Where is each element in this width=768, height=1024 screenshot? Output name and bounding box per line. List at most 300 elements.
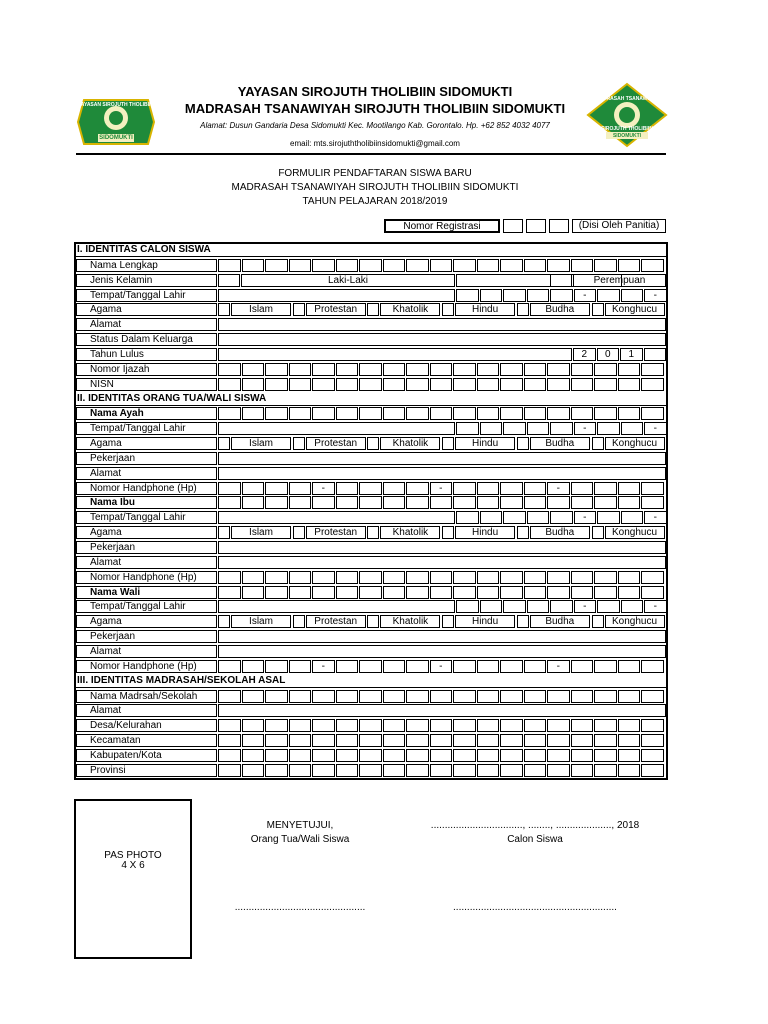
father-name-box[interactable] <box>453 407 476 420</box>
name-letter-box[interactable] <box>312 259 335 272</box>
mother-phone-box[interactable] <box>524 571 547 584</box>
mother-phone-box[interactable] <box>218 571 241 584</box>
father-name-box[interactable] <box>594 407 617 420</box>
mother-name-box[interactable] <box>312 496 335 509</box>
village-box[interactable] <box>336 719 359 732</box>
mother-name-box[interactable] <box>242 496 265 509</box>
certificate-number-box[interactable] <box>477 363 500 376</box>
school-name-box[interactable] <box>289 690 312 703</box>
phone-digit-box[interactable] <box>477 660 500 673</box>
religion-checkbox-hindu[interactable] <box>442 437 454 450</box>
mother-phone-box[interactable] <box>571 571 594 584</box>
village-box[interactable] <box>430 719 453 732</box>
nisn-box[interactable] <box>359 378 382 391</box>
birthdate-box[interactable] <box>456 511 479 524</box>
school-name-box[interactable] <box>618 690 641 703</box>
province-box[interactable] <box>500 764 523 777</box>
nisn-box[interactable] <box>289 378 312 391</box>
parent-signature-line[interactable]: ............................................... <box>234 902 366 913</box>
birthdate-box[interactable] <box>597 422 620 435</box>
phone-digit-box[interactable] <box>406 660 429 673</box>
phone-digit-box[interactable] <box>359 482 382 495</box>
district-box[interactable] <box>359 734 382 747</box>
certificate-number-box[interactable] <box>571 363 594 376</box>
phone-digit-box[interactable] <box>242 660 265 673</box>
district-box[interactable] <box>477 734 500 747</box>
birthdate-box[interactable] <box>621 422 644 435</box>
nisn-box[interactable] <box>500 378 523 391</box>
guardian-name-box[interactable] <box>359 586 382 599</box>
nisn-box[interactable] <box>336 378 359 391</box>
mother-name-box[interactable] <box>289 496 312 509</box>
phone-digit-box[interactable] <box>265 482 288 495</box>
village-box[interactable] <box>524 719 547 732</box>
mother-phone-box[interactable] <box>336 571 359 584</box>
birthdate-box[interactable] <box>550 600 573 613</box>
birthdate-box[interactable] <box>456 422 479 435</box>
province-box[interactable] <box>265 764 288 777</box>
birthdate-box[interactable]: - <box>574 289 597 302</box>
mother-phone-box[interactable] <box>500 571 523 584</box>
mother-phone-box[interactable] <box>547 571 570 584</box>
province-box[interactable] <box>594 764 617 777</box>
school-name-box[interactable] <box>218 690 241 703</box>
certificate-number-box[interactable] <box>336 363 359 376</box>
village-box[interactable] <box>289 719 312 732</box>
district-box[interactable] <box>430 734 453 747</box>
mother-address-field[interactable] <box>218 556 666 569</box>
name-letter-box[interactable] <box>524 259 547 272</box>
birthdate-box[interactable]: - <box>644 600 667 613</box>
mother-phone-box[interactable] <box>359 571 382 584</box>
birthdate-box[interactable] <box>456 600 479 613</box>
province-box[interactable] <box>383 764 406 777</box>
phone-digit-box[interactable] <box>571 482 594 495</box>
guardian-name-box[interactable] <box>547 586 570 599</box>
religion-checkbox-islam[interactable] <box>218 615 230 628</box>
mother-name-box[interactable] <box>477 496 500 509</box>
nisn-box[interactable] <box>406 378 429 391</box>
phone-digit-box[interactable] <box>383 482 406 495</box>
father-name-box[interactable] <box>383 407 406 420</box>
nisn-box[interactable] <box>453 378 476 391</box>
religion-checkbox-hindu[interactable] <box>442 303 454 316</box>
mother-job-field[interactable] <box>218 541 666 554</box>
birthdate-box[interactable] <box>527 289 550 302</box>
religion-checkbox-budha[interactable] <box>517 437 529 450</box>
nisn-box[interactable] <box>524 378 547 391</box>
district-box[interactable] <box>242 734 265 747</box>
province-box[interactable] <box>477 764 500 777</box>
name-letter-box[interactable] <box>383 259 406 272</box>
birthdate-box[interactable] <box>550 422 573 435</box>
father-name-box[interactable] <box>547 407 570 420</box>
guardian-name-box[interactable] <box>312 586 335 599</box>
mother-phone-box[interactable] <box>453 571 476 584</box>
guardian-name-box[interactable] <box>336 586 359 599</box>
mother-name-box[interactable] <box>594 496 617 509</box>
mother-name-box[interactable] <box>547 496 570 509</box>
regency-box[interactable] <box>500 749 523 762</box>
birthdate-box[interactable] <box>621 289 644 302</box>
religion-checkbox-konghucu[interactable] <box>592 526 604 539</box>
religion-checkbox-katolik[interactable] <box>367 303 379 316</box>
mother-name-box[interactable] <box>430 496 453 509</box>
regency-box[interactable] <box>430 749 453 762</box>
mother-phone-box[interactable] <box>383 571 406 584</box>
regency-box[interactable] <box>289 749 312 762</box>
father-name-box[interactable] <box>524 407 547 420</box>
certificate-number-box[interactable] <box>641 363 664 376</box>
name-letter-box[interactable] <box>453 259 476 272</box>
registration-box[interactable] <box>549 219 569 233</box>
family-status-field[interactable] <box>218 333 666 346</box>
phone-digit-box[interactable] <box>500 660 523 673</box>
birthdate-box[interactable]: - <box>644 289 667 302</box>
mother-phone-box[interactable] <box>594 571 617 584</box>
mother-name-box[interactable] <box>218 496 241 509</box>
school-name-box[interactable] <box>242 690 265 703</box>
phone-digit-box[interactable] <box>406 482 429 495</box>
province-box[interactable] <box>571 764 594 777</box>
religion-checkbox-protestan[interactable] <box>293 526 305 539</box>
mother-name-box[interactable] <box>406 496 429 509</box>
village-box[interactable] <box>242 719 265 732</box>
phone-digit-box[interactable] <box>594 482 617 495</box>
guardian-name-box[interactable] <box>218 586 241 599</box>
regency-box[interactable] <box>312 749 335 762</box>
registration-box[interactable] <box>503 219 523 233</box>
gender-checkbox-female[interactable] <box>550 274 572 287</box>
district-box[interactable] <box>547 734 570 747</box>
birthdate-box[interactable] <box>480 289 503 302</box>
guardian-job-field[interactable] <box>218 630 666 643</box>
father-job-field[interactable] <box>218 452 666 465</box>
certificate-number-box[interactable] <box>594 363 617 376</box>
phone-digit-box[interactable] <box>218 660 241 673</box>
district-box[interactable] <box>218 734 241 747</box>
birthdate-box[interactable] <box>527 511 550 524</box>
school-name-box[interactable] <box>641 690 664 703</box>
province-box[interactable] <box>641 764 664 777</box>
province-box[interactable] <box>242 764 265 777</box>
mother-name-box[interactable] <box>336 496 359 509</box>
nisn-box[interactable] <box>594 378 617 391</box>
nisn-box[interactable] <box>312 378 335 391</box>
school-name-box[interactable] <box>336 690 359 703</box>
mother-phone-box[interactable] <box>242 571 265 584</box>
school-name-box[interactable] <box>524 690 547 703</box>
registration-box[interactable] <box>526 219 546 233</box>
village-box[interactable] <box>218 719 241 732</box>
nisn-box[interactable] <box>242 378 265 391</box>
nisn-box[interactable] <box>641 378 664 391</box>
school-name-box[interactable] <box>571 690 594 703</box>
district-box[interactable] <box>336 734 359 747</box>
birthdate-box[interactable] <box>597 600 620 613</box>
name-letter-box[interactable] <box>406 259 429 272</box>
certificate-number-box[interactable] <box>430 363 453 376</box>
province-box[interactable] <box>359 764 382 777</box>
regency-box[interactable] <box>641 749 664 762</box>
regency-box[interactable] <box>594 749 617 762</box>
regency-box[interactable] <box>218 749 241 762</box>
district-box[interactable] <box>289 734 312 747</box>
guardian-name-box[interactable] <box>406 586 429 599</box>
village-box[interactable] <box>571 719 594 732</box>
school-name-box[interactable] <box>430 690 453 703</box>
certificate-number-box[interactable] <box>265 363 288 376</box>
regency-box[interactable] <box>359 749 382 762</box>
regency-box[interactable] <box>336 749 359 762</box>
phone-digit-box[interactable] <box>289 660 312 673</box>
father-name-box[interactable] <box>312 407 335 420</box>
phone-digit-box[interactable] <box>336 660 359 673</box>
birthdate-box[interactable] <box>480 600 503 613</box>
district-box[interactable] <box>524 734 547 747</box>
phone-digit-box[interactable] <box>594 660 617 673</box>
phone-digit-box[interactable] <box>641 482 664 495</box>
father-name-box[interactable] <box>641 407 664 420</box>
village-box[interactable] <box>406 719 429 732</box>
guardian-name-box[interactable] <box>430 586 453 599</box>
father-name-box[interactable] <box>500 407 523 420</box>
province-box[interactable] <box>618 764 641 777</box>
district-box[interactable] <box>453 734 476 747</box>
graduation-year-box[interactable]: 2 <box>573 348 596 361</box>
religion-checkbox-budha[interactable] <box>517 615 529 628</box>
province-box[interactable] <box>289 764 312 777</box>
guardian-name-box[interactable] <box>641 586 664 599</box>
school-name-box[interactable] <box>477 690 500 703</box>
mother-name-box[interactable] <box>265 496 288 509</box>
name-letter-box[interactable] <box>641 259 664 272</box>
religion-checkbox-protestan[interactable] <box>293 303 305 316</box>
mother-phone-box[interactable] <box>618 571 641 584</box>
phone-digit-box[interactable]: - <box>430 660 453 673</box>
birthdate-box[interactable]: - <box>574 600 597 613</box>
guardian-name-box[interactable] <box>453 586 476 599</box>
name-letter-box[interactable] <box>477 259 500 272</box>
phone-digit-box[interactable] <box>641 660 664 673</box>
mother-phone-box[interactable] <box>477 571 500 584</box>
school-name-box[interactable] <box>594 690 617 703</box>
father-name-box[interactable] <box>406 407 429 420</box>
birthdate-box[interactable] <box>597 511 620 524</box>
mother-name-box[interactable] <box>453 496 476 509</box>
birthplace-field[interactable] <box>218 600 455 613</box>
mother-name-box[interactable] <box>571 496 594 509</box>
school-name-box[interactable] <box>359 690 382 703</box>
father-address-field[interactable] <box>218 467 666 480</box>
religion-checkbox-protestan[interactable] <box>293 437 305 450</box>
village-box[interactable] <box>265 719 288 732</box>
district-box[interactable] <box>594 734 617 747</box>
regency-box[interactable] <box>453 749 476 762</box>
nisn-box[interactable] <box>218 378 241 391</box>
birthdate-box[interactable] <box>527 600 550 613</box>
regency-box[interactable] <box>242 749 265 762</box>
phone-digit-box[interactable] <box>289 482 312 495</box>
mother-phone-box[interactable] <box>289 571 312 584</box>
province-box[interactable] <box>312 764 335 777</box>
name-letter-box[interactable] <box>547 259 570 272</box>
guardian-name-box[interactable] <box>265 586 288 599</box>
birthdate-box[interactable] <box>621 600 644 613</box>
school-name-box[interactable] <box>547 690 570 703</box>
nisn-box[interactable] <box>477 378 500 391</box>
name-letter-box[interactable] <box>289 259 312 272</box>
mother-name-box[interactable] <box>500 496 523 509</box>
mother-name-box[interactable] <box>383 496 406 509</box>
birthdate-box[interactable] <box>527 422 550 435</box>
religion-checkbox-islam[interactable] <box>218 303 230 316</box>
birthdate-box[interactable] <box>480 422 503 435</box>
birthdate-box[interactable] <box>503 511 526 524</box>
birthdate-box[interactable] <box>621 511 644 524</box>
village-box[interactable] <box>500 719 523 732</box>
birthplace-field[interactable] <box>218 511 455 524</box>
religion-checkbox-hindu[interactable] <box>442 615 454 628</box>
father-name-box[interactable] <box>289 407 312 420</box>
religion-checkbox-budha[interactable] <box>517 303 529 316</box>
birthdate-box[interactable]: - <box>574 422 597 435</box>
student-signature-line[interactable]: ........................................................... <box>453 902 617 913</box>
village-box[interactable] <box>453 719 476 732</box>
graduation-year-box[interactable]: 1 <box>620 348 643 361</box>
phone-digit-box[interactable] <box>524 660 547 673</box>
phone-digit-box[interactable] <box>524 482 547 495</box>
father-name-box[interactable] <box>218 407 241 420</box>
father-name-box[interactable] <box>336 407 359 420</box>
religion-checkbox-konghucu[interactable] <box>592 437 604 450</box>
father-name-box[interactable] <box>571 407 594 420</box>
village-box[interactable] <box>641 719 664 732</box>
district-box[interactable] <box>312 734 335 747</box>
guardian-name-box[interactable] <box>242 586 265 599</box>
province-box[interactable] <box>336 764 359 777</box>
religion-checkbox-budha[interactable] <box>517 526 529 539</box>
certificate-number-box[interactable] <box>524 363 547 376</box>
birthdate-box[interactable] <box>597 289 620 302</box>
regency-box[interactable] <box>265 749 288 762</box>
certificate-number-box[interactable] <box>547 363 570 376</box>
name-letter-box[interactable] <box>618 259 641 272</box>
religion-checkbox-katolik[interactable] <box>367 615 379 628</box>
guardian-name-box[interactable] <box>618 586 641 599</box>
mother-name-box[interactable] <box>524 496 547 509</box>
name-letter-box[interactable] <box>594 259 617 272</box>
certificate-number-box[interactable] <box>618 363 641 376</box>
phone-digit-box[interactable] <box>453 660 476 673</box>
village-box[interactable] <box>618 719 641 732</box>
village-box[interactable] <box>383 719 406 732</box>
graduation-year-box[interactable]: 0 <box>597 348 620 361</box>
mother-phone-box[interactable] <box>641 571 664 584</box>
religion-checkbox-konghucu[interactable] <box>592 303 604 316</box>
village-box[interactable] <box>594 719 617 732</box>
guardian-address-field[interactable] <box>218 645 666 658</box>
province-box[interactable] <box>547 764 570 777</box>
guardian-name-box[interactable] <box>594 586 617 599</box>
religion-checkbox-protestan[interactable] <box>293 615 305 628</box>
birthdate-box[interactable] <box>550 289 573 302</box>
religion-checkbox-islam[interactable] <box>218 437 230 450</box>
phone-digit-box[interactable]: - <box>547 660 570 673</box>
photo-box[interactable] <box>74 799 192 959</box>
nisn-box[interactable] <box>571 378 594 391</box>
mother-phone-box[interactable] <box>406 571 429 584</box>
province-box[interactable] <box>453 764 476 777</box>
phone-digit-box[interactable] <box>618 482 641 495</box>
guardian-name-box[interactable] <box>477 586 500 599</box>
regency-box[interactable] <box>477 749 500 762</box>
district-box[interactable] <box>500 734 523 747</box>
birthdate-box[interactable] <box>503 422 526 435</box>
religion-checkbox-islam[interactable] <box>218 526 230 539</box>
religion-checkbox-katolik[interactable] <box>367 437 379 450</box>
mother-phone-box[interactable] <box>430 571 453 584</box>
phone-digit-box[interactable]: - <box>312 660 335 673</box>
name-letter-box[interactable] <box>265 259 288 272</box>
certificate-number-box[interactable] <box>242 363 265 376</box>
phone-digit-box[interactable]: - <box>547 482 570 495</box>
regency-box[interactable] <box>618 749 641 762</box>
phone-digit-box[interactable] <box>359 660 382 673</box>
district-box[interactable] <box>571 734 594 747</box>
birthdate-box[interactable]: - <box>644 422 667 435</box>
phone-digit-box[interactable] <box>618 660 641 673</box>
phone-digit-box[interactable] <box>336 482 359 495</box>
certificate-number-box[interactable] <box>312 363 335 376</box>
phone-digit-box[interactable] <box>571 660 594 673</box>
nisn-box[interactable] <box>547 378 570 391</box>
phone-digit-box[interactable] <box>218 482 241 495</box>
phone-digit-box[interactable] <box>477 482 500 495</box>
phone-digit-box[interactable] <box>453 482 476 495</box>
school-name-box[interactable] <box>453 690 476 703</box>
phone-digit-box[interactable] <box>242 482 265 495</box>
certificate-number-box[interactable] <box>359 363 382 376</box>
name-letter-box[interactable] <box>359 259 382 272</box>
name-letter-box[interactable] <box>218 259 241 272</box>
province-box[interactable] <box>218 764 241 777</box>
birthdate-box[interactable] <box>503 600 526 613</box>
name-letter-box[interactable] <box>242 259 265 272</box>
regency-box[interactable] <box>383 749 406 762</box>
phone-digit-box[interactable]: - <box>312 482 335 495</box>
name-letter-box[interactable] <box>336 259 359 272</box>
mother-name-box[interactable] <box>641 496 664 509</box>
father-name-box[interactable] <box>430 407 453 420</box>
certificate-number-box[interactable] <box>383 363 406 376</box>
phone-digit-box[interactable] <box>383 660 406 673</box>
religion-checkbox-konghucu[interactable] <box>592 615 604 628</box>
guardian-name-box[interactable] <box>383 586 406 599</box>
regency-box[interactable] <box>406 749 429 762</box>
birthplace-field[interactable] <box>218 422 455 435</box>
district-box[interactable] <box>641 734 664 747</box>
certificate-number-box[interactable] <box>406 363 429 376</box>
certificate-number-box[interactable] <box>218 363 241 376</box>
birthdate-box[interactable]: - <box>574 511 597 524</box>
father-name-box[interactable] <box>242 407 265 420</box>
graduation-year-box[interactable] <box>644 348 667 361</box>
father-name-box[interactable] <box>359 407 382 420</box>
school-name-box[interactable] <box>383 690 406 703</box>
guardian-name-box[interactable] <box>289 586 312 599</box>
district-box[interactable] <box>383 734 406 747</box>
